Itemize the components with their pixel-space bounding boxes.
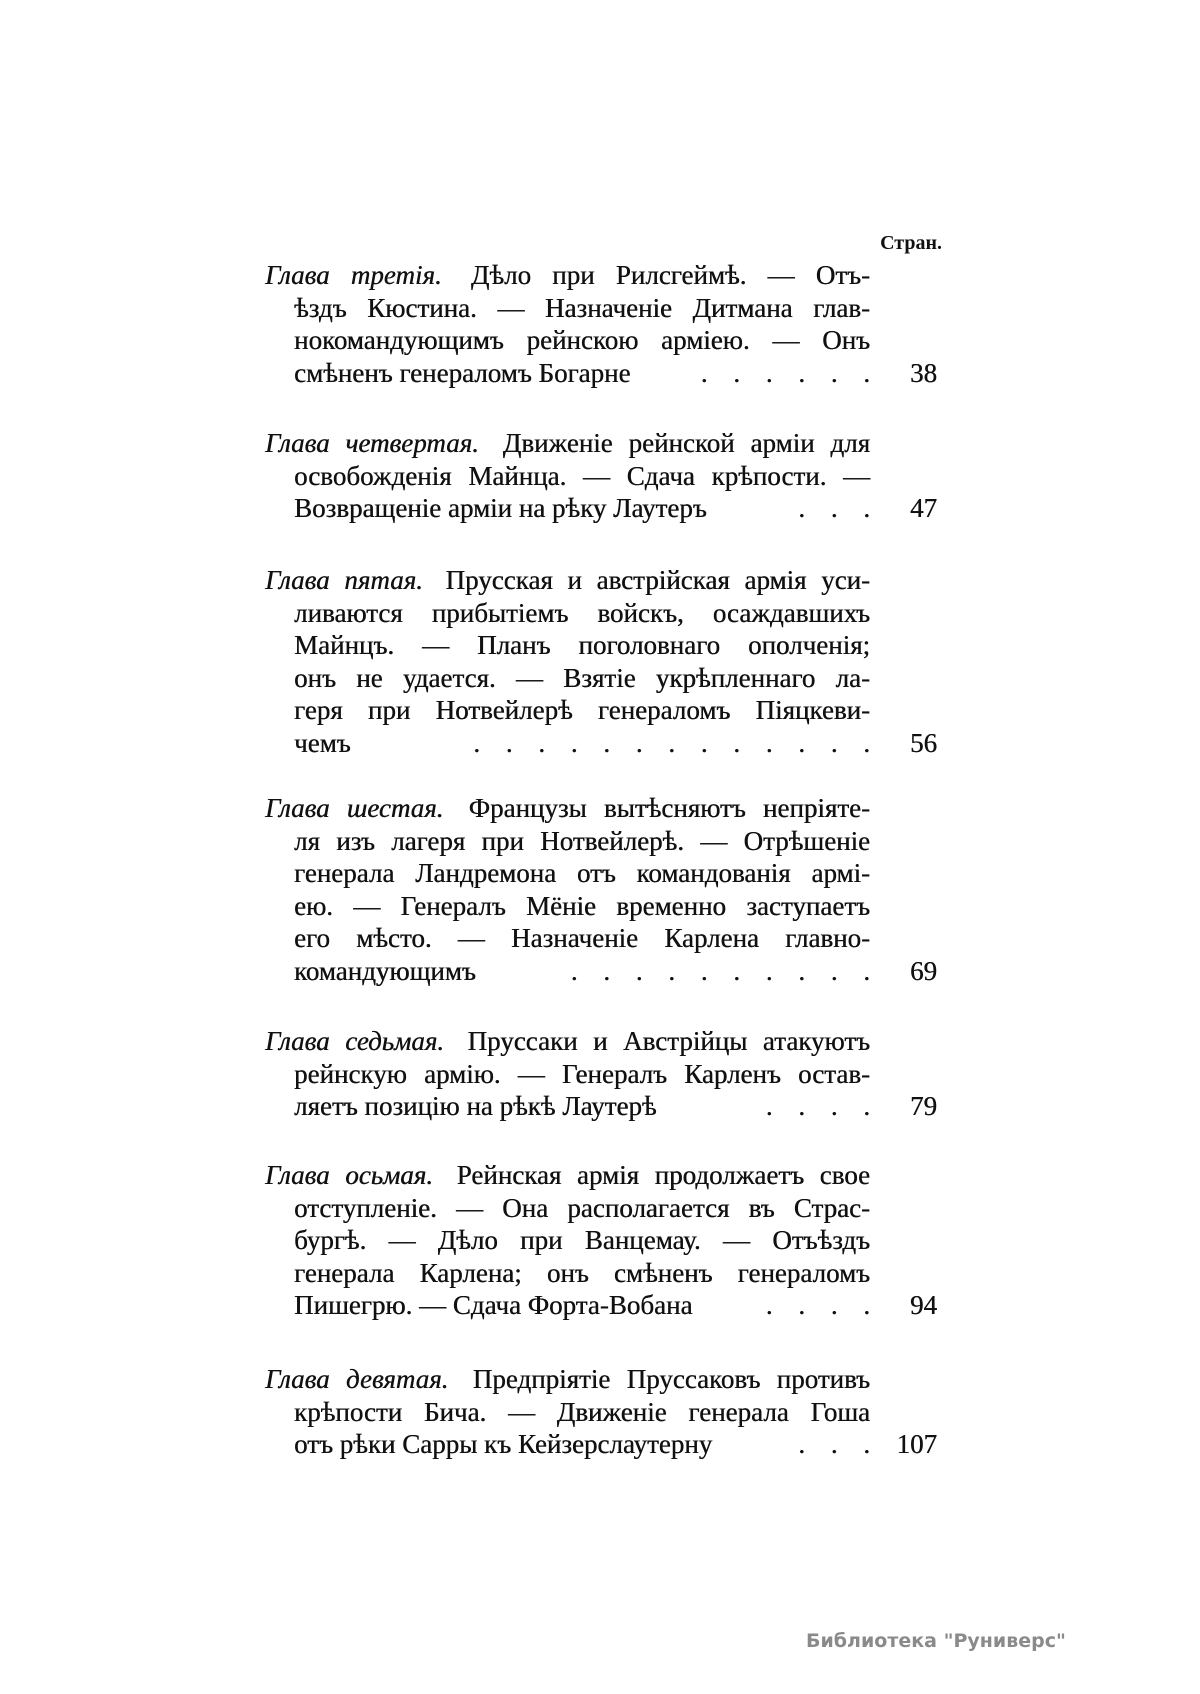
- entry-first-line: [265, 1363, 870, 1396]
- dot-leader: . . . . . . . . . .: [570, 955, 870, 986]
- entry-line: онъ не удается. — Взятіе укрѣпленнаго ла-: [294, 662, 870, 693]
- page-number: 107: [896, 1429, 937, 1459]
- page-number: 79: [910, 1091, 937, 1121]
- dot-leader: . . .: [798, 1429, 870, 1459]
- page-number: 56: [910, 727, 937, 758]
- entry-line: ливаются прибытіемъ войскъ, осаждавшихъ: [294, 597, 870, 628]
- entry-text: Пишегрю. — Сдача Форта-Вобана: [294, 1290, 693, 1320]
- page-number: 47: [910, 493, 937, 523]
- entry-text: смѣненъ генераломъ Богарне: [294, 357, 631, 388]
- page-number: 94: [910, 1290, 937, 1320]
- entry-text: Французы вытѣсняютъ непріяте-: [468, 793, 870, 823]
- toc-entry: [265, 427, 937, 525]
- entry-last-line: [294, 955, 870, 988]
- entry-line: освобожденія Майнца. — Сдача крѣпости. —: [294, 460, 870, 491]
- toc-entry: [265, 1363, 937, 1461]
- entry-line: ею. — Генералъ Мёніе временно заступаетъ: [294, 890, 870, 921]
- entry-text: Пруссаки и Австрійцы атакуютъ: [467, 1026, 870, 1056]
- chapter-label: Глава шестая.: [265, 793, 444, 823]
- dot-leader: . . .: [798, 493, 870, 523]
- entry-first-line: [265, 259, 870, 292]
- toc-entry: [265, 259, 937, 389]
- entry-text: отъ рѣки Сарры къ Кейзерслаутерну: [294, 1429, 713, 1459]
- page-column-header: Стран.: [880, 232, 942, 254]
- entry-line: Майнцъ. — Планъ поголовнаго ополченія;: [294, 630, 870, 660]
- chapter-label: Глава четвертая.: [265, 428, 479, 458]
- entry-text: Прусская и австрійская армія уси-: [445, 565, 870, 595]
- entry-last-line: [294, 727, 870, 760]
- entry-last-line: [294, 1090, 870, 1123]
- entry-last-line: [294, 1428, 870, 1461]
- entry-line: ѣздъ Кюстина. — Назначеніе Дитмана глав-: [294, 292, 870, 323]
- entry-text: Дѣло при Рилсгеймѣ. — Отъ-: [470, 260, 870, 290]
- entry-text: чемъ: [294, 727, 351, 758]
- entry-last-line: [294, 1289, 870, 1322]
- entry-text: Возвращеніе арміи на рѣку Лаутеръ: [294, 493, 707, 523]
- toc-entry: [265, 1159, 937, 1322]
- chapter-label: Глава третія.: [265, 260, 442, 290]
- entry-line: ля изъ лагеря при Нотвейлерѣ. — Отрѣшеніе: [294, 825, 870, 856]
- dot-leader: . . . . . . . . . . . . .: [473, 727, 870, 758]
- library-watermark: Библиотека "Руниверс": [806, 1630, 1066, 1652]
- chapter-label: Глава девятая.: [265, 1364, 449, 1394]
- entry-text: ляетъ позицію на рѣкѣ Лаутерѣ: [294, 1091, 657, 1121]
- entry-line: крѣпости Бича. — Движеніе генерала Гоша: [294, 1396, 870, 1427]
- entry-line: нокомандующимъ рейнскою арміею. — Онъ: [294, 325, 870, 355]
- entry-text: Рейнская армія продолжаетъ свое: [456, 1160, 870, 1190]
- entry-text: командующимъ: [294, 955, 476, 986]
- entry-line: его мѣсто. — Назначеніе Карлена главно-: [294, 923, 870, 953]
- entry-first-line: [265, 564, 870, 597]
- chapter-label: Глава осьмая.: [265, 1160, 433, 1190]
- entry-line: генерала Карлена; онъ смѣненъ генераломъ: [294, 1257, 870, 1288]
- dot-leader: . . . .: [765, 1091, 870, 1121]
- entry-line: рейнскую армію. — Генералъ Карленъ остав-: [294, 1058, 870, 1089]
- entry-last-line: [294, 357, 870, 390]
- chapter-label: Глава седьмая.: [265, 1026, 444, 1056]
- entry-line: геря при Нотвейлерѣ генераломъ Піяцкеви-: [294, 695, 870, 725]
- entry-first-line: [265, 792, 870, 825]
- entry-text: Предпріятіе Пруссаковъ противъ: [472, 1364, 870, 1394]
- entry-line: бургѣ. — Дѣло при Ванцемау. — Отъѣздъ: [294, 1225, 870, 1255]
- entry-first-line: [265, 1025, 870, 1058]
- dot-leader: . . . . . .: [700, 357, 870, 388]
- page-number: 69: [910, 955, 937, 986]
- entry-first-line: [265, 1159, 870, 1192]
- toc-entry: [265, 792, 937, 987]
- toc-entry: [265, 1025, 937, 1123]
- entry-text: Движеніе рейнской арміи для: [502, 428, 871, 458]
- chapter-label: Глава пятая.: [265, 565, 423, 595]
- toc-entry: [265, 564, 937, 759]
- entry-line: генерала Ландремона отъ командованія армі-: [294, 858, 870, 888]
- entry-first-line: [265, 427, 870, 460]
- dot-leader: . . . .: [765, 1290, 870, 1320]
- page-number: 38: [910, 357, 937, 388]
- entry-line: отступленіе. — Она располагается въ Страс-: [294, 1192, 870, 1223]
- entry-last-line: [294, 492, 870, 525]
